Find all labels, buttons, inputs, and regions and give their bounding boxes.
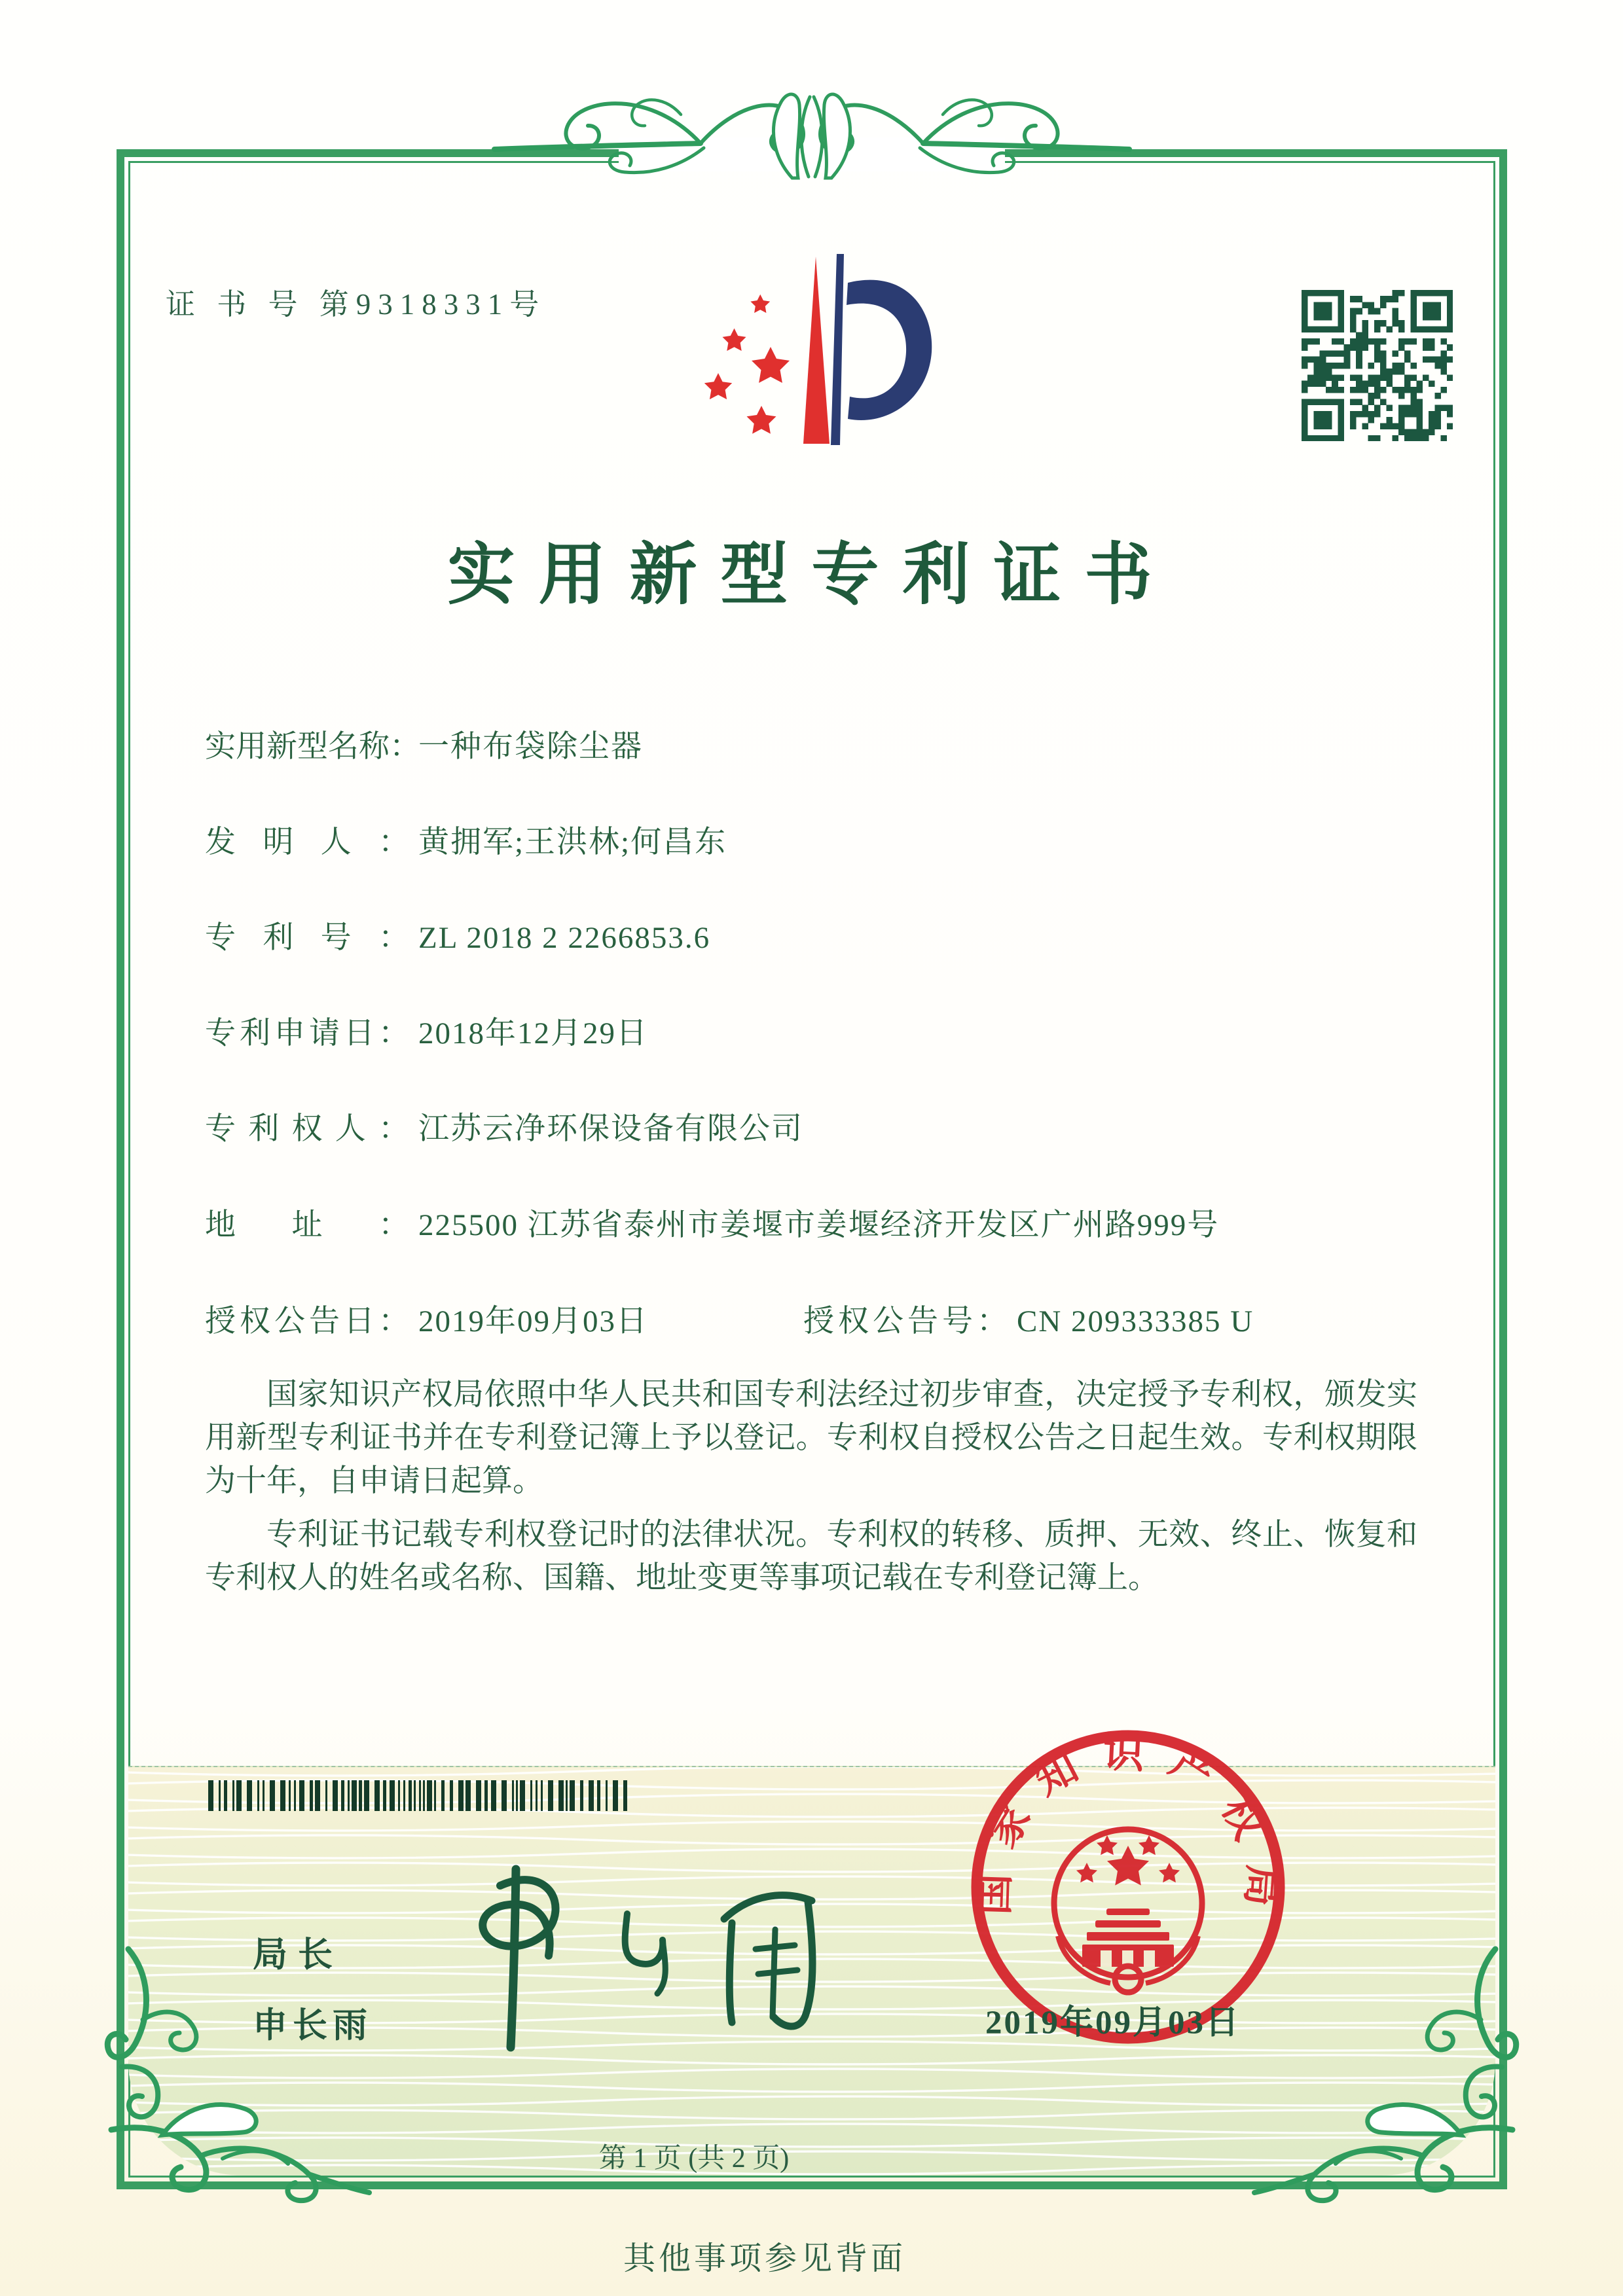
field-value: 2018年12月29日 — [418, 1016, 648, 1050]
field-label: 专利权人： — [205, 1112, 409, 1146]
seal-grant-date: 2019年09月03日 — [985, 2005, 1241, 2041]
field-label: 授权公告号： — [803, 1304, 1008, 1338]
field-patent-number — [205, 913, 710, 957]
ornamental-flourish-top-icon — [484, 52, 1139, 216]
certificate-title: 实用新型专利证书 — [447, 538, 1176, 613]
ornamental-flourish-bottom-left-icon — [84, 1943, 372, 2204]
field-value: ZL 2018 2 2266853.6 — [418, 921, 711, 955]
field-label: 专利号： — [205, 921, 409, 955]
field-label: 专利申请日： — [205, 1016, 409, 1050]
field-value: 225500 江苏省泰州市姜堰市姜堰经济开发区广州路999号 — [418, 1208, 1220, 1242]
field-label: 地址： — [205, 1208, 409, 1242]
page-number-footer: 第 1 页 (共 2 页) — [598, 2144, 790, 2174]
national-emblem — [1076, 1835, 1180, 1967]
cnipa-patent-logo-icon — [691, 249, 939, 448]
field-value: 2019年09月03日 — [418, 1304, 648, 1338]
field-value: CN 209333385 U — [1017, 1304, 1254, 1338]
director-title-label: 局长 — [253, 1936, 343, 1974]
barcode-icon — [208, 1780, 627, 1811]
field-value: 黄拥军;王洪林;何昌东 — [418, 825, 727, 859]
director-signature-icon — [416, 1856, 875, 2066]
field-utility-model-name — [205, 722, 643, 766]
field-label: 发明人： — [205, 825, 409, 859]
seal-agency-text: 国家知识产权局 — [970, 1729, 1286, 1930]
field-grant-date-and-number — [205, 1297, 1254, 1340]
director-name: 申长雨 — [253, 2007, 373, 2045]
certificate-number: 证 书 号 第9318331号 — [166, 288, 547, 321]
ornamental-flourish-bottom-right-icon — [1252, 1943, 1540, 2204]
field-address — [205, 1200, 1219, 1244]
field-value: 江苏云净环保设备有限公司 — [418, 1112, 803, 1146]
field-label: 授权公告日： — [205, 1304, 409, 1338]
legal-paragraph-2: 专利证书记载专利权登记时的法律状况。专利权的转移、质押、无效、终止、恢复和专利权人的姓名或名称、国籍、地址变更等事项记载在专利登记簿上。 — [205, 1518, 1417, 1595]
qr-code-icon — [1302, 290, 1453, 441]
field-filing-date — [205, 1009, 648, 1052]
field-patentee — [205, 1104, 803, 1148]
field-label: 实用新型名称： — [205, 730, 420, 764]
field-value: 一种布袋除尘器 — [418, 730, 643, 764]
field-inventors — [205, 817, 727, 861]
legal-text — [205, 1373, 1417, 1600]
legal-paragraph-1: 国家知识产权局依照中华人民共和国专利法经过初步审查，决定授予专利权，颁发实用新型专利证书并在专利登记簿上予以登记。专利权自授权公告之日起生效。专利权期限为十年，自申请日起算。 — [205, 1378, 1417, 1498]
see-reverse-note: 其他事项参见背面 — [623, 2240, 907, 2276]
